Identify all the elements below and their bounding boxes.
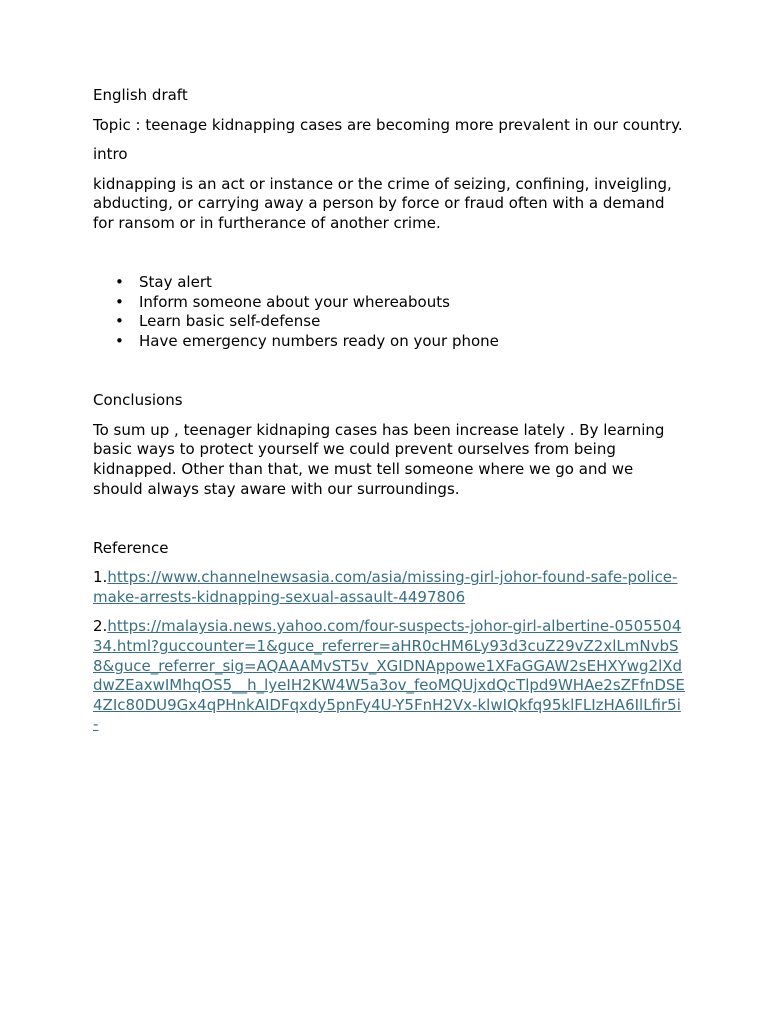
list-item-text: Have emergency numbers ready on your phone	[139, 331, 499, 350]
bullet-icon: •	[115, 292, 124, 311]
bullet-icon: •	[115, 312, 124, 331]
list-item	[93, 312, 685, 332]
blank-line	[93, 362, 685, 382]
reference-link[interactable]: https://malaysia.news.yahoo.com/four-suspects-johor-girl-albertine-050550434.html?guccounter=1&guce_referrer=aHR0cHM6Ly93d3cuZ29vZ2xlLmNvbS8&guce_referrer_sig=AQAAAMvST5v_XGIDNAppowe1XFaGGAW2sEHXYwg2lXddwZEaxwIMhqOS5__h_lyeIH2KW4W5a3ov_feoMQUjxdQcTlpd9WHAe2sZFfnDSE4ZIc80DU9Gx4qPHnkAIDFqxdy5pnFy4U-Y5FnH2Vx-klwIQkfq95klFLIzHA6IlLfir5i-	[93, 617, 685, 734]
reference-item	[93, 617, 685, 735]
list-item	[93, 293, 685, 313]
topic-line: Topic : teenage kidnapping cases are becoming more prevalent in our country.	[93, 115, 683, 134]
list-item-text: Stay alert	[139, 273, 212, 292]
document-title: English draft	[93, 86, 188, 104]
reference-item	[93, 568, 685, 607]
bullet-icon: •	[115, 273, 124, 292]
conclusions-heading: Conclusions	[93, 391, 183, 410]
blank-line	[93, 244, 685, 264]
reference-heading: Reference	[93, 538, 169, 557]
reference-number: 1.	[93, 568, 108, 587]
safety-tips-list	[93, 273, 685, 351]
list-item	[93, 273, 685, 293]
conclusions-paragraph: To sum up , teenager kidnaping cases has been increase lately . By learning basic ways to protect yourself we could prevent ourselves from being kidnapped. Other than that, we must tell someone where we go and we should always stay aware with our surroundings.	[93, 420, 665, 498]
intro-paragraph: kidnapping is an act or instance or the crime of seizing, confining, inveigling, abducting, or carrying away a person by force or fraud often with a demand for ransom or in furtherance of another crime.	[93, 174, 672, 232]
list-item-text: Inform someone about your whereabouts	[139, 292, 450, 311]
reference-link[interactable]: https://www.channelnewsasia.com/asia/missing-girl-johor-found-safe-police-make-arrests-kidnapping-sexual-assault-4497806	[93, 568, 678, 606]
document-page	[93, 86, 685, 745]
reference-number: 2.	[93, 617, 108, 636]
intro-heading: intro	[93, 145, 128, 164]
blank-line	[93, 509, 685, 529]
list-item-text: Learn basic self-defense	[139, 312, 321, 331]
bullet-icon: •	[115, 331, 124, 350]
list-item	[93, 332, 685, 352]
